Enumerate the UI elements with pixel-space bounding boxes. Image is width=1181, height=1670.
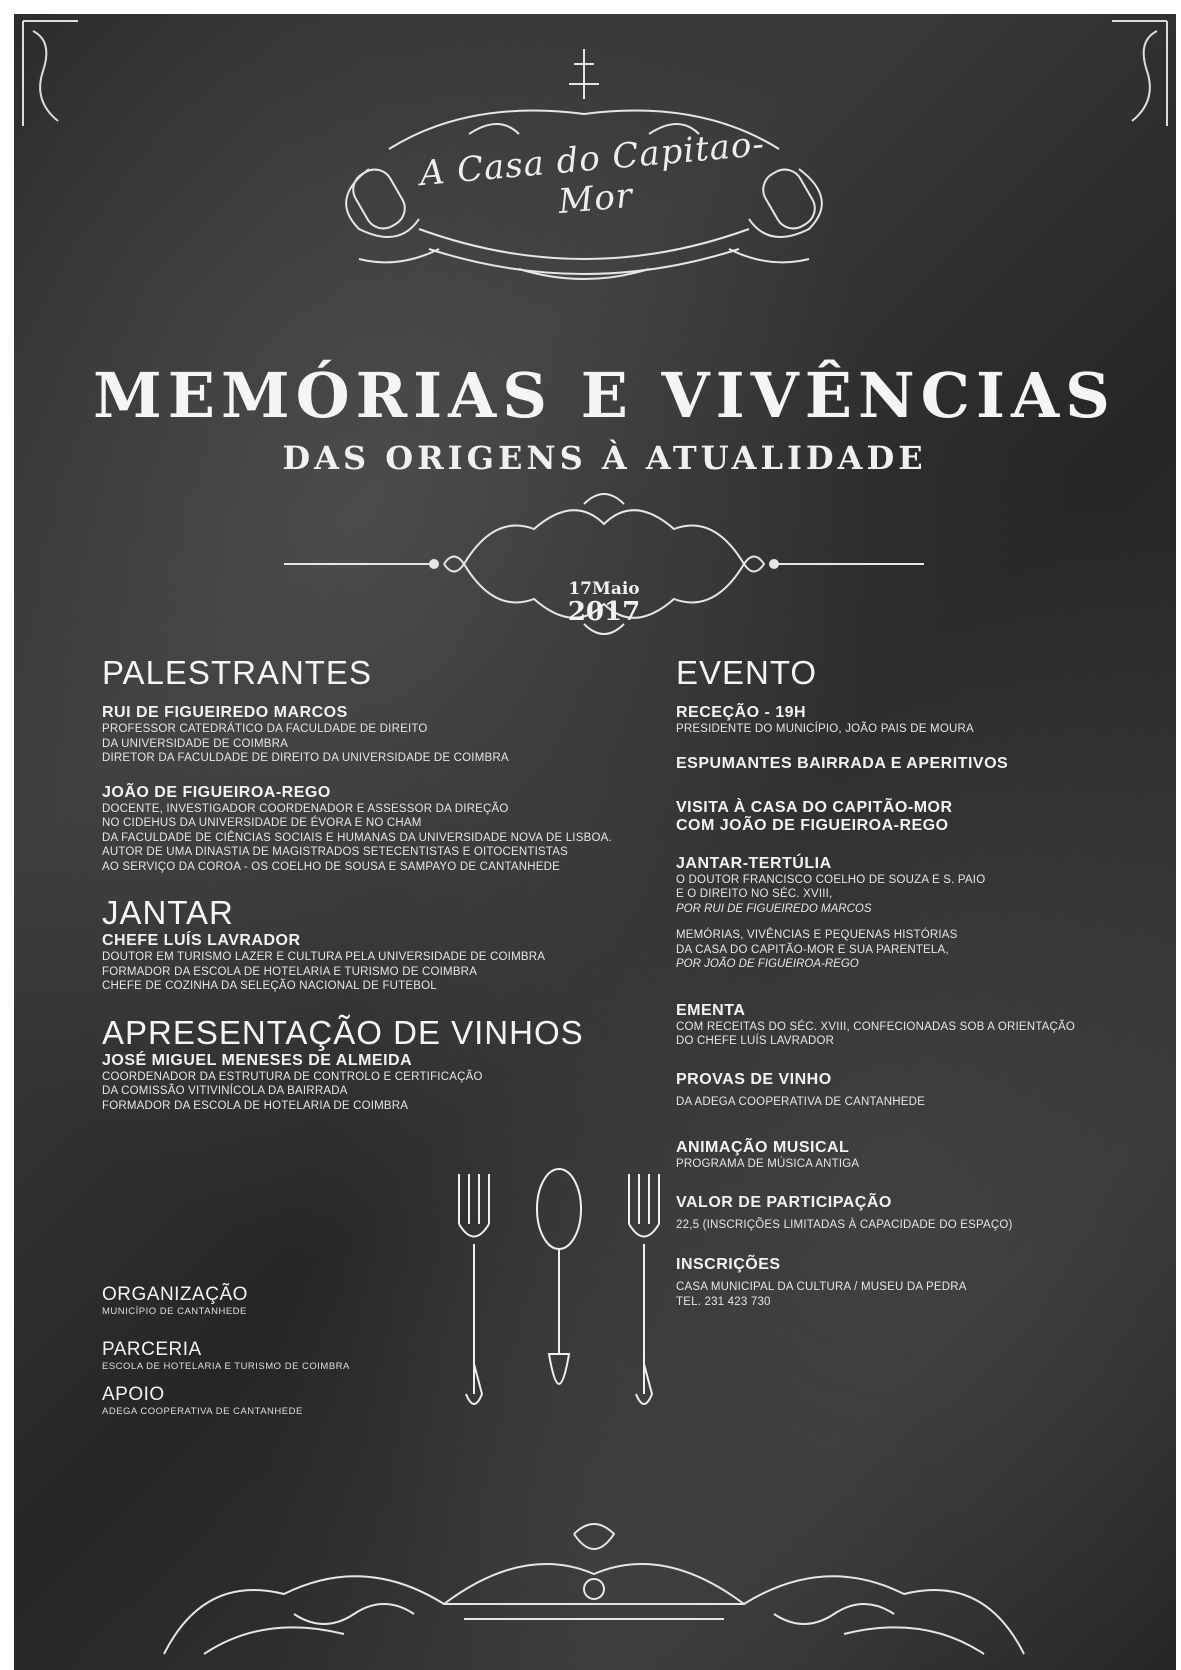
chef-line: DOUTOR EM TURISMO LAZER E CULTURA PELA UNIVERSIDADE DE COIMBRA bbox=[102, 951, 546, 963]
left-column bbox=[102, 654, 662, 1113]
ementa-item bbox=[676, 1002, 1136, 1049]
visita-line: VISITA À CASA DO CAPITÃO-MOR bbox=[676, 798, 953, 816]
speaker-line: DIRETOR DA FACULDADE DE DIREITO DA UNIVERSIDADE DE COIMBRA bbox=[102, 752, 509, 764]
speaker-line: DA FACULDADE DE CIÊNCIAS SOCIAIS E HUMANAS DA UNIVERSIDADE NOVA DE LISBOA. bbox=[102, 831, 612, 844]
speaker-line: AO SERVIÇO DA COROA - OS COELHO DE SOUSA E SAMPAYO DE CANTANHEDE bbox=[102, 860, 560, 873]
rececao-title: RECEÇÃO - 19H bbox=[676, 704, 807, 721]
speaker-name: JOÃO DE FIGUEIROA-REGO bbox=[102, 783, 331, 801]
evento-heading: EVENTO bbox=[676, 654, 818, 691]
animacao-line: PROGRAMA DE MÚSICA ANTIGA bbox=[676, 1158, 860, 1170]
valor-line: 22,5 (INSCRIÇÕES LIMITADAS À CAPACIDADE DO ESPAÇO) bbox=[676, 1218, 1013, 1231]
tertulia-by: POR JOÃO DE FIGUEIROA-REGO bbox=[676, 958, 859, 970]
organizacao-heading: ORGANIZAÇÃO bbox=[102, 1284, 248, 1305]
speaker-line: AUTOR DE UMA DINASTIA DE MAGISTRADOS SETECENTISTAS E OITOCENTISTAS bbox=[102, 846, 569, 858]
speaker-1 bbox=[102, 704, 662, 766]
parceria-text: ESCOLA DE HOTELARIA E TURISMO DE COIMBRA bbox=[102, 1361, 350, 1372]
vinhos-section bbox=[102, 1014, 662, 1114]
speaker-line: DOCENTE, INVESTIGADOR COORDENADOR E ASSESSOR DA DIREÇÃO bbox=[102, 802, 509, 815]
jantar-heading: JANTAR bbox=[102, 894, 234, 931]
top-border bbox=[0, 0, 1181, 14]
animacao-item bbox=[676, 1139, 1136, 1172]
inscricoes-line: TEL. 231 423 730 bbox=[676, 1295, 771, 1308]
visita-item bbox=[676, 799, 1136, 835]
chef-line: CHEFE DE COZINHA DA SELEÇÃO NACIONAL DE FUTEBOL bbox=[102, 980, 437, 992]
corner-ornament-top-right-icon bbox=[1102, 16, 1172, 136]
provas-line: DA ADEGA COOPERATIVA DE CANTANHEDE bbox=[676, 1095, 925, 1108]
visita-line: COM JOÃO DE FIGUEIROA-REGO bbox=[676, 816, 949, 834]
valor-title: VALOR DE PARTICIPAÇÃO bbox=[676, 1193, 892, 1211]
organizacao-text: MUNICÍPIO DE CANTANHEDE bbox=[102, 1306, 247, 1317]
logo-script-title: A Casa do Capitao-Mor bbox=[418, 124, 767, 223]
jantar-tertulia-title: JANTAR-TERTÚLIA bbox=[676, 854, 832, 872]
wine-line: COORDENADOR DA ESTRUTURA DE CONTROLO E CERTIFICAÇÃO bbox=[102, 1070, 483, 1083]
tertulia-line: DA CASA DO CAPITÃO-MOR E SUA PARENTELA, bbox=[676, 943, 949, 956]
cutlery-illustration-icon bbox=[444, 1164, 674, 1424]
credits bbox=[102, 1284, 422, 1417]
valor-item bbox=[676, 1194, 1136, 1233]
inscricoes-line: CASA MUNICIPAL DA CULTURA / MUSEU DA PEDRA bbox=[676, 1281, 967, 1293]
page-title: MEMÓRIAS E VIVÊNCIAS bbox=[93, 359, 1116, 432]
date-year: 2017 bbox=[567, 597, 641, 627]
parceria-heading: PARCERIA bbox=[102, 1339, 202, 1360]
apoio-text: ADEGA COOPERATIVA DE CANTANHEDE bbox=[102, 1406, 303, 1417]
bottom-ornament-icon bbox=[144, 1514, 1044, 1664]
speaker-2 bbox=[102, 784, 662, 875]
speaker-line: DA UNIVERSIDADE DE COIMBRA bbox=[102, 737, 289, 750]
inscricoes-item bbox=[676, 1256, 1136, 1309]
speaker-name: RUI DE FIGUEIREDO MARCOS bbox=[102, 704, 348, 721]
tertulia-by: POR RUI DE FIGUEIREDO MARCOS bbox=[676, 902, 872, 915]
provas-title: PROVAS DE VINHO bbox=[676, 1070, 832, 1088]
date-day-month: 17Maio bbox=[568, 579, 640, 599]
corner-ornament-top-left-icon bbox=[18, 16, 88, 136]
animacao-title: ANIMAÇÃO MUSICAL bbox=[676, 1139, 850, 1156]
wine-line: FORMADOR DA ESCOLA DE HOTELARIA DE COIMBRA bbox=[102, 1099, 409, 1112]
apoio-heading: APOIO bbox=[102, 1384, 165, 1405]
inscricoes-title: INSCRIÇÕES bbox=[676, 1256, 781, 1273]
ementa-title: EMENTA bbox=[676, 1001, 746, 1019]
provas-item bbox=[676, 1071, 1136, 1110]
rececao-line: PRESIDENTE DO MUNICÍPIO, JOÃO PAIS DE MOURA bbox=[676, 723, 974, 735]
speaker-line: NO CIDEHUS DA UNIVERSIDADE DE ÉVORA E NO CHAM bbox=[102, 817, 422, 829]
page-subtitle: DAS ORIGENS À ATUALIDADE bbox=[282, 439, 927, 477]
chef-line: FORMADOR DA ESCOLA DE HOTELARIA E TURISMO DE COIMBRA bbox=[102, 965, 478, 978]
tertulia-line: E O DIREITO NO SÉC. XVIII, bbox=[676, 888, 833, 900]
chalkboard-poster bbox=[14, 14, 1176, 1670]
chef-name: CHEFE LUÍS LAVRADOR bbox=[102, 932, 301, 949]
jantar-section bbox=[102, 894, 662, 994]
tertulia-line: O DOUTOR FRANCISCO COELHO DE SOUZA E S. PAIO bbox=[676, 873, 986, 886]
rececao-item bbox=[676, 704, 1136, 737]
ementa-line: COM RECEITAS DO SÉC. XVIII, CONFECIONADAS SOB A ORIENTAÇÃO bbox=[676, 1020, 1076, 1033]
tertulia-line: MEMÓRIAS, VIVÊNCIAS E PEQUENAS HISTÓRIAS bbox=[676, 929, 958, 941]
vinhos-heading: APRESENTAÇÃO DE VINHOS bbox=[102, 1013, 584, 1051]
speaker-line: PROFESSOR CATEDRÁTICO DA FACULDADE DE DIREITO bbox=[102, 723, 428, 735]
event-date bbox=[554, 579, 654, 627]
ementa-line: DO CHEFE LUÍS LAVRADOR bbox=[676, 1035, 835, 1047]
wine-presenter-name: JOSÉ MIGUEL MENESES DE ALMEIDA bbox=[102, 1051, 413, 1069]
right-column bbox=[676, 654, 1136, 1309]
palestrantes-heading: PALESTRANTES bbox=[102, 654, 372, 691]
wine-line: DA COMISSÃO VITIVINÍCOLA DA BAIRRADA bbox=[102, 1085, 348, 1097]
espumantes-title: ESPUMANTES BAIRRADA E APERITIVOS bbox=[676, 754, 1009, 772]
jantar-tertulia-item bbox=[676, 855, 1136, 972]
